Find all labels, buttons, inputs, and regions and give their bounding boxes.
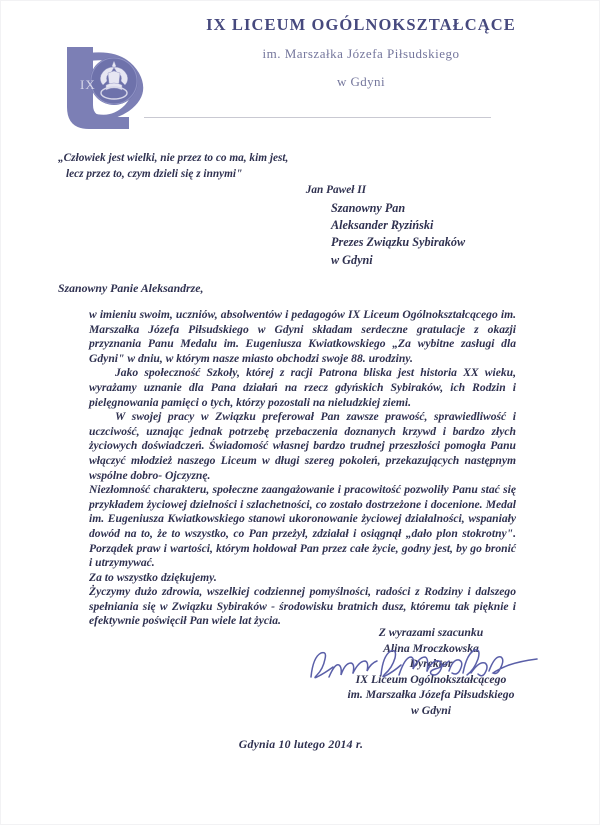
signature-block bbox=[301, 625, 561, 719]
signature-closing: Z wyrazami szacunku bbox=[378, 626, 484, 639]
addressee-salutation-line: Szanowny Pan bbox=[331, 201, 406, 215]
quote-author: Jan Paweł II bbox=[305, 184, 366, 196]
signature-title: Dyrektor bbox=[409, 657, 453, 671]
addressee-name: Aleksander Ryziński bbox=[331, 218, 434, 233]
addressee-block bbox=[331, 200, 581, 269]
signature-org-line-3: w Gdyni bbox=[411, 703, 451, 717]
school-title: IX LICEUM OGÓLNOKSZTAŁCĄCE bbox=[206, 15, 516, 34]
letter-body bbox=[89, 308, 516, 629]
school-crest-logo-icon bbox=[59, 43, 155, 133]
signature-org-line-1: IX Liceum Ogólnokształcącego bbox=[355, 672, 507, 686]
body-paragraph-1: w imieniu swoim, uczniów, absolwentów i pedagogów IX Liceum Ogólnokształcącego im. Marszałka Józefa Piłsudskiego w Gdyni składam serdeczne gratulacje z okazji przyznania Panu Medalu im. Eugeniusza Kwiatkowskiego „Za wybitne zasługi dla Gdyni" w dniu, w którym nasze miasto obchodzi swoje 88. urodziny. bbox=[89, 308, 516, 365]
school-patron-line: im. Marszałka Józefa Piłsudskiego bbox=[262, 45, 460, 61]
letterhead-text bbox=[151, 15, 571, 91]
quote-line-1: „Człowiek jest wielki, nie przez to co ma, kim jest, bbox=[58, 152, 289, 164]
letterhead bbox=[1, 15, 600, 125]
addressee-city: w Gdyni bbox=[331, 252, 373, 267]
letter-date: Gdynia 10 lutego 2014 r. bbox=[238, 737, 364, 751]
body-paragraph-6: Życzymy dużo zdrowia, wszelkiej codziennej pomyślności, radości z Rodziny i dalszego spełniania się w Związku Sybiraków - środowisku bratnich dusz, któremu tak pięknie i efektywnie poświęcił Pan wiele lat życia. bbox=[89, 585, 516, 628]
letterhead-divider bbox=[144, 117, 491, 118]
body-paragraph-2: Jako społeczność Szkoły, której z racji Patrona bliska jest historia XX wieku, wyrażamy uznanie dla Pana działań na rzecz gdyńskich Sybiraków, ich Rodzin i pielęgnowania pamięci o tych, którzy pozostali na nieludzkiej ziemi. bbox=[89, 366, 516, 409]
logo-monogram-text: IX bbox=[80, 77, 96, 92]
letter-salutation: Szanowny Panie Aleksandrze, bbox=[58, 281, 204, 295]
signature-name: Alina Mroczkowska bbox=[383, 641, 479, 655]
body-paragraph-3: W swojej pracy w Związku preferował Pan zawsze prawość, sprawiedliwość i uczciwość, uznając jednak potrzebę przebaczenia doznanych krzywd i bardzo złych życiowych doświadczeń. Świadomość własnej bardzo trudnej przeszłości pomogła Panu włączyć młodzież naszego Liceum w długi szereg pokoleń, przekazujących następnym wspólne dobro- Ojczyznę. bbox=[89, 410, 516, 482]
school-city-line: w Gdyni bbox=[337, 73, 385, 89]
quote-line-2: lecz przez to, czym dzieli się z innymi" bbox=[66, 167, 243, 180]
epigraph-quote bbox=[58, 151, 388, 199]
addressee-role: Prezes Związku Sybiraków bbox=[331, 235, 466, 250]
body-paragraph-5: Za to wszystko dziękujemy. bbox=[89, 570, 217, 584]
signature-org-line-2: im. Marszałka Józefa Piłsudskiego bbox=[347, 688, 515, 702]
body-paragraph-4: Niezłomność charakteru, społeczne zaangażowanie i pracowitość pozwoliły Panu stać się przykładem życiowej dzielności i szlachetności, co zostało dostrzeżone i docenione. Medal im. Eugeniusza Kwiatkowskiego stanowi ukoronowanie życiowej działalności, wspaniały dowód na to, że to wszystko, co Pan przeżył, zdziałał i osiągnął „dało plon stokrotny". Porządek praw i wartości, którym hołdował Pan przez całe życie, godny jest, by go bronić i utrzymywać. bbox=[89, 483, 516, 570]
